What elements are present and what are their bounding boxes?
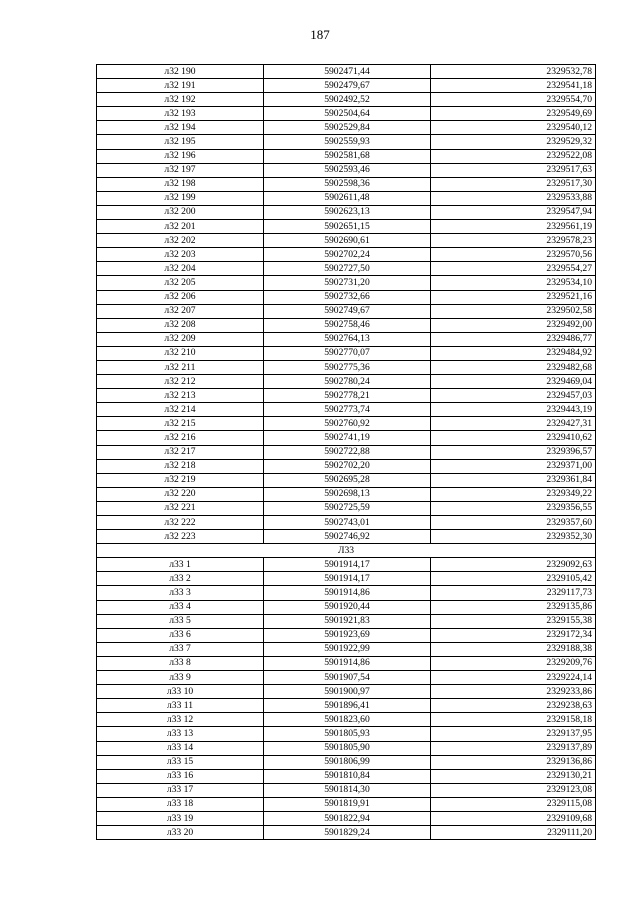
point-name-cell: л32 221: [97, 501, 264, 515]
y-coordinate-cell: 2329529,32: [431, 135, 596, 149]
x-coordinate-cell: 5902492,52: [264, 93, 431, 107]
table-row: [97, 290, 596, 304]
x-coordinate-cell: 5902778,21: [264, 389, 431, 403]
x-coordinate-cell: 5902702,20: [264, 459, 431, 473]
page-number: 187: [310, 27, 330, 42]
point-name-cell: л32 219: [97, 473, 264, 487]
x-coordinate-cell: 5902725,59: [264, 501, 431, 515]
x-coordinate-cell: 5902749,67: [264, 304, 431, 318]
table-row: [97, 248, 596, 262]
x-coordinate-cell: 5902479,67: [264, 79, 431, 93]
x-coordinate-cell: 5901805,93: [264, 727, 431, 741]
table-row: [97, 783, 596, 797]
point-name-cell: л32 204: [97, 262, 264, 276]
point-name-cell: л32 209: [97, 332, 264, 346]
point-name-cell: л32 200: [97, 205, 264, 219]
point-name-cell: л33 7: [97, 642, 264, 656]
y-coordinate-cell: 2329361,84: [431, 473, 596, 487]
table-row: [97, 713, 596, 727]
y-coordinate-cell: 2329357,60: [431, 516, 596, 530]
y-coordinate-cell: 2329349,22: [431, 487, 596, 501]
y-coordinate-cell: 2329130,21: [431, 769, 596, 783]
y-coordinate-cell: 2329517,63: [431, 163, 596, 177]
table-row: [97, 79, 596, 93]
y-coordinate-cell: 2329123,08: [431, 783, 596, 797]
table-row: [97, 417, 596, 431]
table-row: [97, 163, 596, 177]
point-name-cell: л32 198: [97, 177, 264, 191]
y-coordinate-cell: 2329522,08: [431, 149, 596, 163]
x-coordinate-cell: 5901914,17: [264, 572, 431, 586]
x-coordinate-cell: 5901914,17: [264, 558, 431, 572]
point-name-cell: л33 19: [97, 811, 264, 825]
y-coordinate-cell: 2329517,30: [431, 177, 596, 191]
point-name-cell: л33 6: [97, 628, 264, 642]
table-row: [97, 656, 596, 670]
x-coordinate-cell: 5902559,93: [264, 135, 431, 149]
point-name-cell: л32 202: [97, 234, 264, 248]
y-coordinate-cell: 2329533,88: [431, 191, 596, 205]
y-coordinate-cell: 2329109,68: [431, 811, 596, 825]
table-row: [97, 389, 596, 403]
point-name-cell: л33 12: [97, 713, 264, 727]
point-name-cell: л32 213: [97, 389, 264, 403]
point-name-cell: л33 1: [97, 558, 264, 572]
y-coordinate-cell: 2329540,12: [431, 121, 596, 135]
y-coordinate-cell: 2329115,08: [431, 797, 596, 811]
y-coordinate-cell: 2329158,18: [431, 713, 596, 727]
table-row: [97, 558, 596, 572]
y-coordinate-cell: 2329410,62: [431, 431, 596, 445]
x-coordinate-cell: 5902760,92: [264, 417, 431, 431]
point-name-cell: л33 9: [97, 671, 264, 685]
x-coordinate-cell: 5902775,36: [264, 360, 431, 374]
y-coordinate-cell: 2329137,95: [431, 727, 596, 741]
coordinates-table: [96, 64, 596, 840]
x-coordinate-cell: 5901921,83: [264, 614, 431, 628]
table-row: [97, 755, 596, 769]
y-coordinate-cell: 2329233,86: [431, 685, 596, 699]
y-coordinate-cell: 2329457,03: [431, 389, 596, 403]
table-row: [97, 135, 596, 149]
point-name-cell: л32 220: [97, 487, 264, 501]
y-coordinate-cell: 2329137,89: [431, 741, 596, 755]
point-name-cell: л32 192: [97, 93, 264, 107]
y-coordinate-cell: 2329502,58: [431, 304, 596, 318]
y-coordinate-cell: 2329117,73: [431, 586, 596, 600]
table-row: [97, 727, 596, 741]
group-b-header: [97, 544, 596, 558]
table-row: [97, 431, 596, 445]
y-coordinate-cell: 2329549,69: [431, 107, 596, 121]
x-coordinate-cell: 5902593,46: [264, 163, 431, 177]
point-name-cell: л33 17: [97, 783, 264, 797]
table-row: [97, 572, 596, 586]
table-row: [97, 304, 596, 318]
point-name-cell: л32 196: [97, 149, 264, 163]
group-b-rows: [97, 558, 596, 840]
point-name-cell: л32 216: [97, 431, 264, 445]
y-coordinate-cell: 2329547,94: [431, 205, 596, 219]
table-row: [97, 769, 596, 783]
table-row: [97, 107, 596, 121]
x-coordinate-cell: 5901920,44: [264, 600, 431, 614]
point-name-cell: л33 4: [97, 600, 264, 614]
y-coordinate-cell: 2329136,86: [431, 755, 596, 769]
point-name-cell: л32 222: [97, 516, 264, 530]
point-name-cell: л33 3: [97, 586, 264, 600]
y-coordinate-cell: 2329554,27: [431, 262, 596, 276]
table-row: [97, 826, 596, 840]
y-coordinate-cell: 2329209,76: [431, 656, 596, 670]
x-coordinate-cell: 5902695,28: [264, 473, 431, 487]
y-coordinate-cell: 2329105,42: [431, 572, 596, 586]
point-name-cell: л32 199: [97, 191, 264, 205]
x-coordinate-cell: 5902732,66: [264, 290, 431, 304]
point-name-cell: л33 14: [97, 741, 264, 755]
point-name-cell: л33 10: [97, 685, 264, 699]
x-coordinate-cell: 5902743,01: [264, 516, 431, 530]
table-row: [97, 332, 596, 346]
x-coordinate-cell: 5902598,36: [264, 177, 431, 191]
x-coordinate-cell: 5902722,88: [264, 445, 431, 459]
point-name-cell: л32 201: [97, 220, 264, 234]
y-coordinate-cell: 2329356,55: [431, 501, 596, 515]
section-header: Л33: [97, 544, 596, 558]
point-name-cell: л33 18: [97, 797, 264, 811]
table-row: [97, 220, 596, 234]
point-name-cell: л32 223: [97, 530, 264, 544]
y-coordinate-cell: 2329172,34: [431, 628, 596, 642]
y-coordinate-cell: 2329486,77: [431, 332, 596, 346]
table-row: [97, 346, 596, 360]
x-coordinate-cell: 5902764,13: [264, 332, 431, 346]
point-name-cell: л32 208: [97, 318, 264, 332]
y-coordinate-cell: 2329427,31: [431, 417, 596, 431]
table-row: [97, 628, 596, 642]
table-row: [97, 614, 596, 628]
point-name-cell: л32 217: [97, 445, 264, 459]
y-coordinate-cell: 2329188,38: [431, 642, 596, 656]
table-row: [97, 797, 596, 811]
y-coordinate-cell: 2329092,63: [431, 558, 596, 572]
point-name-cell: л33 13: [97, 727, 264, 741]
table-row: [97, 191, 596, 205]
y-coordinate-cell: 2329371,00: [431, 459, 596, 473]
x-coordinate-cell: 5902611,48: [264, 191, 431, 205]
point-name-cell: л32 212: [97, 375, 264, 389]
x-coordinate-cell: 5902698,13: [264, 487, 431, 501]
x-coordinate-cell: 5901823,60: [264, 713, 431, 727]
point-name-cell: л33 20: [97, 826, 264, 840]
x-coordinate-cell: 5901822,94: [264, 811, 431, 825]
y-coordinate-cell: 2329484,92: [431, 346, 596, 360]
table-row: [97, 642, 596, 656]
point-name-cell: л32 214: [97, 403, 264, 417]
y-coordinate-cell: 2329532,78: [431, 65, 596, 79]
point-name-cell: л33 8: [97, 656, 264, 670]
x-coordinate-cell: 5902731,20: [264, 276, 431, 290]
x-coordinate-cell: 5901922,99: [264, 642, 431, 656]
point-name-cell: л32 193: [97, 107, 264, 121]
point-name-cell: л33 2: [97, 572, 264, 586]
x-coordinate-cell: 5902746,92: [264, 530, 431, 544]
x-coordinate-cell: 5902702,24: [264, 248, 431, 262]
y-coordinate-cell: 2329155,38: [431, 614, 596, 628]
point-name-cell: л32 207: [97, 304, 264, 318]
x-coordinate-cell: 5901806,99: [264, 755, 431, 769]
x-coordinate-cell: 5901814,30: [264, 783, 431, 797]
table-row: [97, 741, 596, 755]
table-row: [97, 473, 596, 487]
table-row: [97, 445, 596, 459]
x-coordinate-cell: 5901914,86: [264, 586, 431, 600]
table-row: [97, 487, 596, 501]
table-row: [97, 205, 596, 219]
point-name-cell: л32 197: [97, 163, 264, 177]
y-coordinate-cell: 2329570,56: [431, 248, 596, 262]
x-coordinate-cell: 5901900,97: [264, 685, 431, 699]
point-name-cell: л32 206: [97, 290, 264, 304]
x-coordinate-cell: 5902770,07: [264, 346, 431, 360]
x-coordinate-cell: 5901810,84: [264, 769, 431, 783]
table-row: [97, 600, 596, 614]
table-row: [97, 177, 596, 191]
y-coordinate-cell: 2329352,30: [431, 530, 596, 544]
point-name-cell: л32 190: [97, 65, 264, 79]
point-name-cell: л33 5: [97, 614, 264, 628]
point-name-cell: л33 16: [97, 769, 264, 783]
table-row: [97, 121, 596, 135]
table-row: [97, 234, 596, 248]
section-header-row: [97, 544, 596, 558]
table-row: [97, 530, 596, 544]
x-coordinate-cell: 5902504,64: [264, 107, 431, 121]
x-coordinate-cell: 5901819,91: [264, 797, 431, 811]
y-coordinate-cell: 2329534,10: [431, 276, 596, 290]
table-row: [97, 375, 596, 389]
y-coordinate-cell: 2329443,19: [431, 403, 596, 417]
x-coordinate-cell: 5901896,41: [264, 699, 431, 713]
table-row: [97, 811, 596, 825]
table-row: [97, 459, 596, 473]
table-row: [97, 262, 596, 276]
table-row: [97, 699, 596, 713]
x-coordinate-cell: 5902780,24: [264, 375, 431, 389]
point-name-cell: л32 191: [97, 79, 264, 93]
point-name-cell: л32 218: [97, 459, 264, 473]
table-row: [97, 149, 596, 163]
x-coordinate-cell: 5901805,90: [264, 741, 431, 755]
point-name-cell: л32 211: [97, 360, 264, 374]
y-coordinate-cell: 2329135,86: [431, 600, 596, 614]
table-row: [97, 93, 596, 107]
table-row: [97, 65, 596, 79]
table-row: [97, 671, 596, 685]
point-name-cell: л33 15: [97, 755, 264, 769]
group-a-rows: [97, 65, 596, 544]
x-coordinate-cell: 5902651,15: [264, 220, 431, 234]
y-coordinate-cell: 2329111,20: [431, 826, 596, 840]
table-row: [97, 360, 596, 374]
point-name-cell: л32 215: [97, 417, 264, 431]
table-row: [97, 685, 596, 699]
table-row: [97, 403, 596, 417]
y-coordinate-cell: 2329224,14: [431, 671, 596, 685]
x-coordinate-cell: 5901829,24: [264, 826, 431, 840]
y-coordinate-cell: 2329492,00: [431, 318, 596, 332]
table-row: [97, 586, 596, 600]
y-coordinate-cell: 2329482,68: [431, 360, 596, 374]
y-coordinate-cell: 2329561,19: [431, 220, 596, 234]
x-coordinate-cell: 5901907,54: [264, 671, 431, 685]
y-coordinate-cell: 2329521,16: [431, 290, 596, 304]
table-row: [97, 276, 596, 290]
x-coordinate-cell: 5902741,19: [264, 431, 431, 445]
point-name-cell: л32 203: [97, 248, 264, 262]
x-coordinate-cell: 5902623,13: [264, 205, 431, 219]
x-coordinate-cell: 5902690,61: [264, 234, 431, 248]
y-coordinate-cell: 2329578,23: [431, 234, 596, 248]
y-coordinate-cell: 2329238,63: [431, 699, 596, 713]
y-coordinate-cell: 2329469,04: [431, 375, 596, 389]
point-name-cell: л32 195: [97, 135, 264, 149]
x-coordinate-cell: 5901923,69: [264, 628, 431, 642]
x-coordinate-cell: 5902529,84: [264, 121, 431, 135]
y-coordinate-cell: 2329541,18: [431, 79, 596, 93]
x-coordinate-cell: 5902581,68: [264, 149, 431, 163]
x-coordinate-cell: 5902773,74: [264, 403, 431, 417]
y-coordinate-cell: 2329396,57: [431, 445, 596, 459]
y-coordinate-cell: 2329554,70: [431, 93, 596, 107]
x-coordinate-cell: 5902471,44: [264, 65, 431, 79]
point-name-cell: л32 194: [97, 121, 264, 135]
point-name-cell: л32 210: [97, 346, 264, 360]
x-coordinate-cell: 5902758,46: [264, 318, 431, 332]
point-name-cell: л32 205: [97, 276, 264, 290]
x-coordinate-cell: 5902727,50: [264, 262, 431, 276]
table-row: [97, 501, 596, 515]
table-row: [97, 318, 596, 332]
point-name-cell: л33 11: [97, 699, 264, 713]
x-coordinate-cell: 5901914,86: [264, 656, 431, 670]
table-row: [97, 516, 596, 530]
